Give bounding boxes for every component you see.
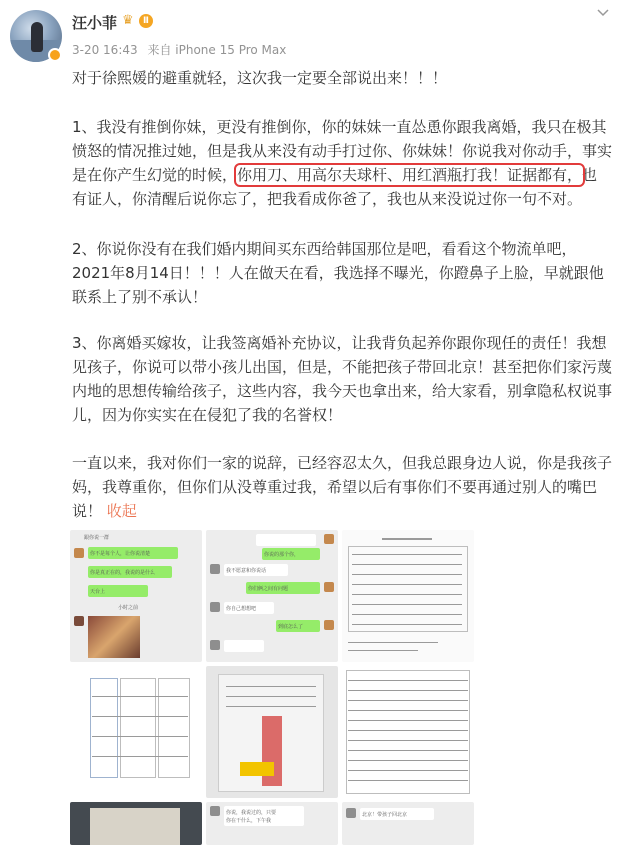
image-thumbnail-2[interactable]	[206, 530, 338, 662]
doc-row	[348, 680, 468, 681]
highlight-mark	[240, 762, 274, 776]
doc-row	[348, 730, 468, 731]
post-time[interactable]: 3-20 16:43	[72, 43, 138, 57]
chat-avatar	[324, 534, 334, 544]
chat-bubble-text: 你说的那个你，	[264, 552, 300, 558]
image-thumbnail-1[interactable]	[70, 530, 202, 662]
post-paragraph-4	[72, 451, 612, 523]
chat-avatar	[324, 620, 334, 630]
doc-row	[352, 584, 462, 585]
doc-row	[226, 696, 316, 697]
vip-badge[interactable]: Ⅱ	[139, 14, 153, 28]
chat-avatar	[210, 640, 220, 650]
doc-row	[348, 770, 468, 771]
doc-row	[352, 564, 462, 565]
doc-row	[348, 690, 468, 691]
chat-time-text: 小时之前	[118, 605, 139, 611]
chat-bubble-text: 你是真正在的，我说的是什么	[90, 570, 156, 576]
collapse-link[interactable]: 收起	[106, 502, 137, 520]
username[interactable]: 汪小菲	[72, 14, 118, 32]
doc-row	[352, 614, 462, 615]
chat-bubble-text: 你们俩之间有问题	[248, 586, 289, 592]
avatar-figure	[31, 22, 43, 52]
paragraph-1-text-after: 也有证人，你清醒后说你忘了，把我看成你爸了，我也从来没说过你一句不对。	[72, 166, 598, 208]
post-header	[0, 0, 622, 64]
chat-bubble	[256, 534, 316, 546]
image-thumbnail-9[interactable]	[342, 802, 474, 845]
doc-row	[226, 706, 316, 707]
paragraph-4-text: 一直以来，我对你们一家的说辞，已经容忍太久，但我总跟身边人说，你是我孩子妈，我尊重你，但你们从没尊重过我，希望以后有事你们不要再通过别人的嘴巴说！	[72, 454, 613, 520]
highlighted-text: 你用刀、用高尔夫球杆、用红酒瓶打我！证据都有，	[237, 166, 583, 184]
crown-icon: ♛	[122, 13, 134, 28]
doc-column	[158, 678, 190, 778]
post-meta	[72, 41, 292, 58]
image-thumbnail-3[interactable]	[342, 530, 474, 662]
doc-row	[226, 686, 316, 687]
chat-avatar	[210, 806, 220, 816]
doc-row	[352, 574, 462, 575]
doc-row	[348, 740, 468, 741]
chat-bubble-text: 你在干什么，下午我	[226, 818, 272, 824]
post-paragraph-1	[72, 115, 612, 211]
chat-photo	[88, 616, 140, 658]
image-thumbnail-4[interactable]	[70, 666, 202, 798]
post-source: 来自 iPhone 15 Pro Max	[147, 43, 287, 57]
chat-bubble-text: 你自己想想吧	[226, 606, 257, 612]
doc-row	[348, 650, 418, 651]
doc-column	[120, 678, 156, 778]
doc-row	[348, 780, 468, 781]
doc-title-line	[382, 538, 432, 540]
doc-row	[352, 624, 462, 625]
chat-avatar	[210, 564, 220, 574]
chat-avatar	[74, 548, 84, 558]
chevron-down-icon[interactable]	[596, 6, 610, 20]
chat-header-text: 跟你说一群	[84, 535, 110, 541]
post-paragraph-2: 2、你说你没有在我们婚内期间买东西给韩国那位是吧，看看这个物流单吧，2021年8月14日！！！人在做天在看，我选择不曝光，你蹬鼻子上脸，早就跟他联系上了别不承认！	[72, 240, 604, 306]
doc-row	[348, 700, 468, 701]
doc-table	[348, 546, 468, 632]
verified-icon	[48, 48, 62, 62]
doc-row	[352, 554, 462, 555]
post-intro: 对于徐熙媛的避重就轻，这次我一定要全部说出来！！！	[72, 69, 448, 87]
chat-bubble-text: 你说，我说过的，只要	[226, 810, 277, 816]
chat-avatar	[346, 808, 356, 818]
chat-bubble-text: 北京！带孩子回北京	[362, 812, 408, 818]
doc-row	[348, 760, 468, 761]
doc-row	[352, 604, 462, 605]
chat-bubble-text: 你不是每个人，让你说清楚	[90, 551, 151, 557]
image-thumbnail-6[interactable]	[342, 666, 474, 798]
paragraph-1-text-before: 1、我没有推倒你妹，更没有推倒你，你的妹妹一直怂恿你跟我离婚，我只在极其愤怒的情况推过她，但是我从来没有动手打过你、你妹妹！你说我对你动手，事实是在你产生幻觉的时候，	[72, 118, 613, 184]
chat-avatar	[324, 582, 334, 592]
doc-row	[348, 642, 438, 643]
document-photo	[90, 808, 180, 845]
doc-row	[92, 696, 188, 697]
doc-row	[92, 716, 188, 717]
chat-bubble-text: 我不愿意和你说话	[226, 568, 267, 574]
chat-avatar	[74, 616, 84, 626]
doc-row	[352, 594, 462, 595]
doc-row	[92, 736, 188, 737]
doc-column	[90, 678, 118, 778]
post-paragraph-3: 3、你离婚买嫁妆，让我签离婚补充协议，让我背负起养你跟你现任的责任！我想见孩子，你说可以带小孩儿出国，但是，不能把孩子带回北京！甚至把你们家污蔑内地的思想传输给孩子，这些内容，我今天也拿出来，给大家看，别拿隐私权说事儿，因为你实实在在侵犯了我的名誉权！	[72, 334, 613, 424]
doc-table	[346, 670, 470, 794]
doc-row	[92, 756, 188, 757]
doc-row	[348, 710, 468, 711]
chat-avatar	[210, 602, 220, 612]
chat-bubble	[224, 640, 264, 652]
chat-bubble-text: 天台上	[90, 589, 106, 595]
image-thumbnail-8[interactable]	[206, 802, 338, 845]
image-thumbnail-5[interactable]	[206, 666, 338, 798]
doc-row	[348, 720, 468, 721]
chat-bubble-text: 到底怎么了	[278, 624, 304, 630]
image-thumbnail-7[interactable]	[70, 802, 202, 845]
doc-row	[348, 750, 468, 751]
